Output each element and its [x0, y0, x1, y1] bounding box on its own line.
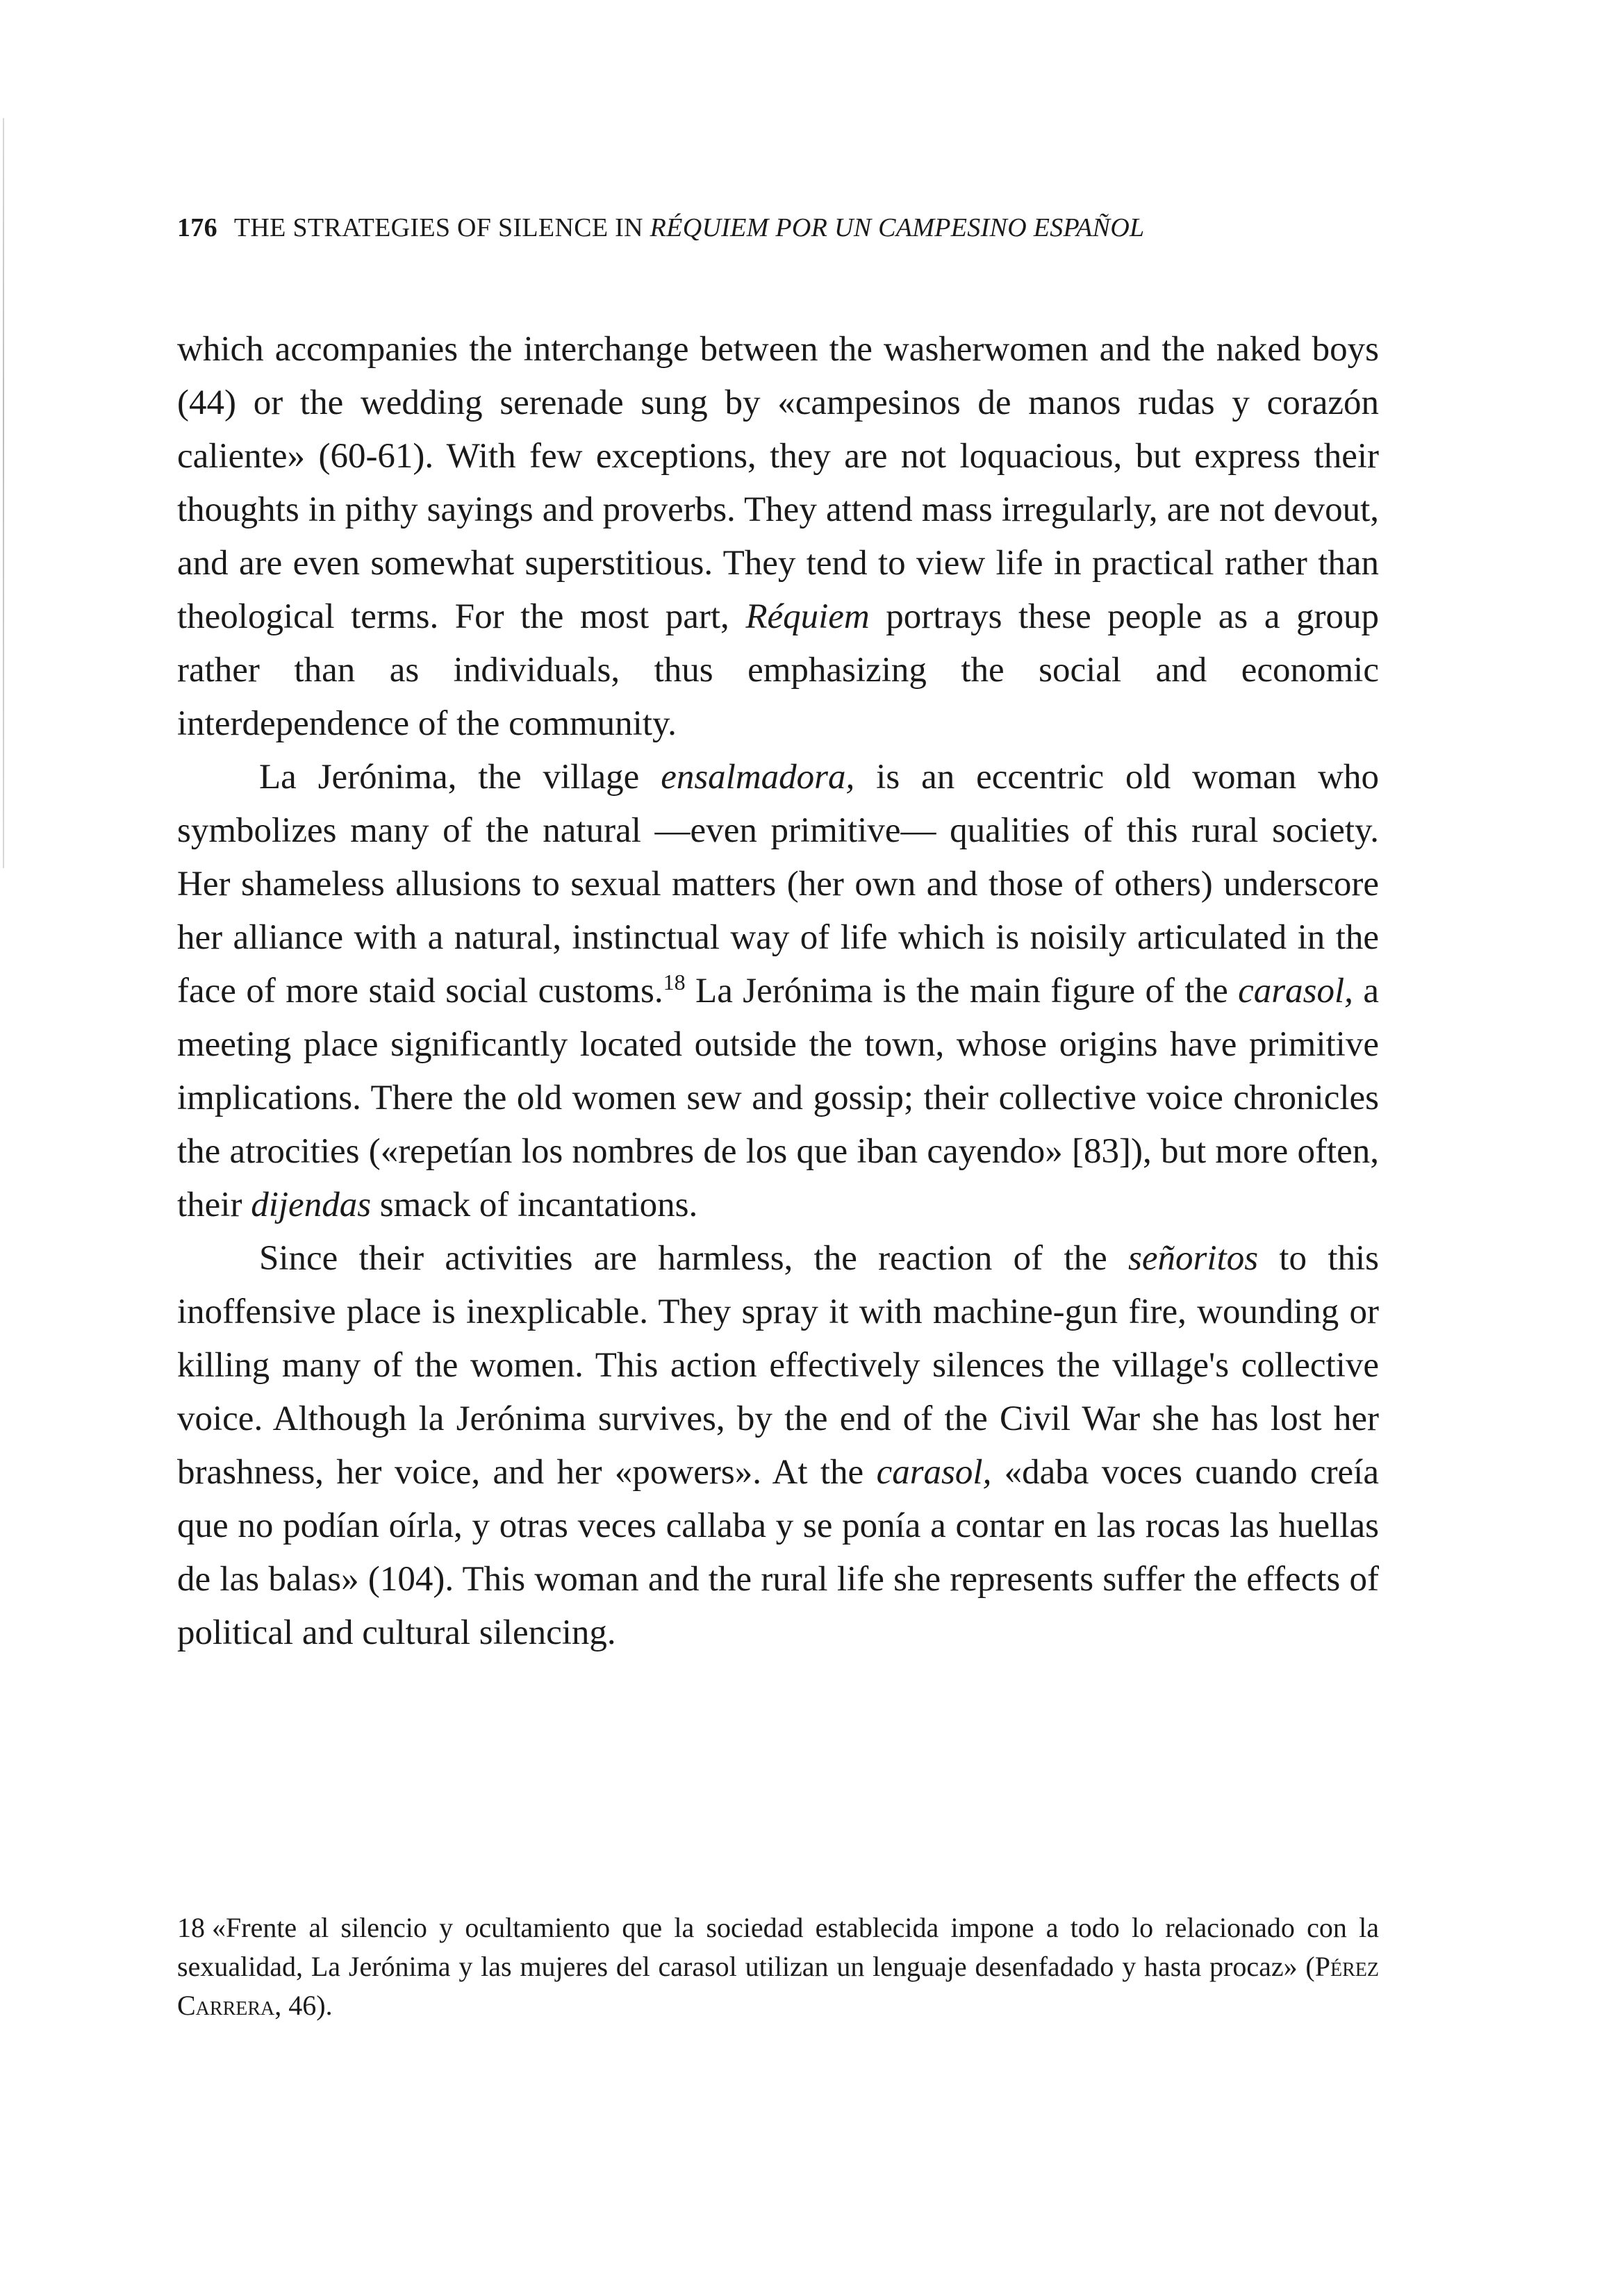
- italic-run: señoritos: [1128, 1239, 1259, 1278]
- footnote: [177, 1908, 1379, 2025]
- text-run: Since their activities are harmless, the reaction of the: [259, 1239, 1129, 1278]
- footnote-ref[interactable]: 18: [663, 970, 686, 995]
- text-run: portrays these people as a group rather than as individuals, thus emphasizing the social and economic interdependence of the community.: [177, 597, 1379, 743]
- text-run: La Jerónima is the main figure of the: [685, 972, 1239, 1010]
- italic-run: carasol,: [1238, 972, 1353, 1010]
- body-text: [177, 323, 1379, 1660]
- italic-run: Réquiem: [745, 597, 870, 636]
- footnote-number: 18: [177, 1912, 205, 1943]
- paragraph-3: [177, 1232, 1379, 1660]
- running-head: [177, 213, 1145, 243]
- italic-run: carasol,: [876, 1453, 992, 1492]
- text-run: a meeting place significantly located outside the town, whose origins have primitive implications. There the old women sew and gossip; their collective voice chronicles the atrocities («repetían los nombres de los que iban cayendo» [83]), but more often, their: [177, 972, 1380, 1224]
- text-run: is an eccentric old woman who symbolizes many of the natural —even primitive— qualities of this rural society. Her shameless allusions to sexual matters (her own and those of others) underscore her alliance with a natural, instinctual way of life which is noisily articulated in the face of more staid social customs.: [177, 758, 1379, 1010]
- italic-run: ensalmadora,: [661, 758, 855, 797]
- paragraph-1: [177, 323, 1379, 751]
- italic-run: dijendas: [251, 1186, 372, 1224]
- text-run: smack of incantations.: [371, 1186, 698, 1224]
- text-run: «daba voces cuando creía que no podían oírla, y otras veces callaba y se ponía a contar en las rocas las huellas de las balas» (104). This woman and the rural life she represents suffer the effects of political and cultural silencing.: [177, 1453, 1379, 1652]
- paragraph-2: [177, 751, 1379, 1232]
- text-run: which accompanies the interchange between the washerwomen and the naked boys (44) or the wedding serenade sung by «campesinos de manos rudas y corazón caliente» (60-61). With few exceptions, they are not loquacious, but express their thoughts in pithy sayings and proverbs. They attend mass irregularly, are not devout, and are even somewhat superstitious. They tend to view life in practical rather than theological terms. For the most part,: [177, 330, 1379, 636]
- text-run: to this inoffensive place is inexplicable. They spray it with machine-gun fire, wounding or killing many of the women. This action effectively silences the village's collective voice. Although la Jerónima survives, by the end of the Civil War she has lost her brashness, her voice, and her «powers». At the: [177, 1239, 1379, 1492]
- running-head-title: THE STRATEGIES OF SILENCE IN: [233, 213, 643, 242]
- footnote-author: Pérez Carrera: [177, 1951, 1379, 2021]
- running-head-title-italic: RÉQUIEM POR UN CAMPESINO ESPAÑOL: [650, 213, 1145, 242]
- page-number: 176: [177, 213, 217, 242]
- footnote-text: , 46).: [274, 1990, 333, 2021]
- scan-edge: [3, 118, 4, 868]
- footnote-text: «Frente al silencio y ocultamiento que la sociedad establecida impone a todo lo relacionado con la sexualidad, La Jerónima y las mujeres del carasol utilizan un lenguaje desenfadado y hasta procaz» (: [177, 1912, 1379, 1982]
- text-run: La Jerónima, the village: [259, 758, 661, 797]
